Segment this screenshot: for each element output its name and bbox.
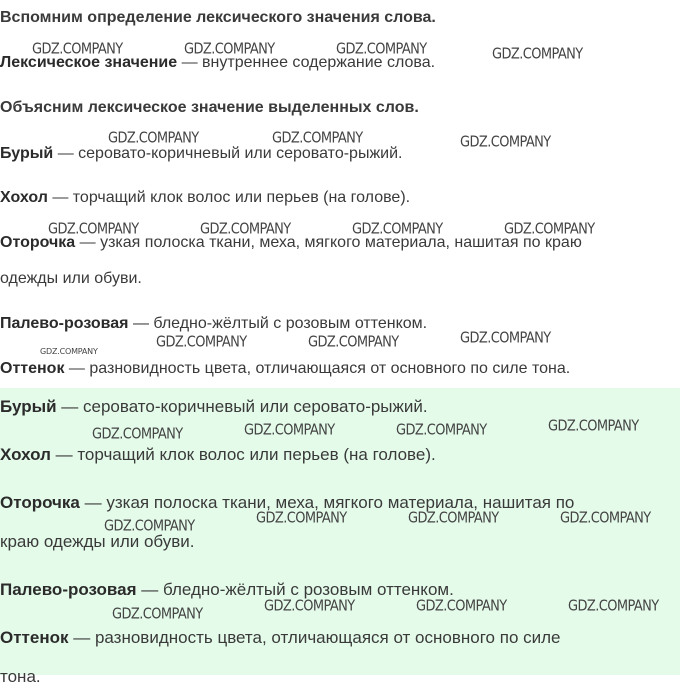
- panel-item: [0, 445, 436, 465]
- panel-item: [0, 580, 454, 600]
- watermark: GDZ.COMPANY: [184, 40, 275, 59]
- watermark: GDZ.COMPANY: [336, 40, 427, 59]
- definition-term: Лексическое значение: [0, 54, 178, 71]
- item-term: Оттенок: [0, 360, 65, 377]
- watermark: GDZ.COMPANY: [352, 220, 443, 239]
- item-term: Хохол: [0, 445, 51, 464]
- item-text: — разновидность цвета, отличающаяся от основного по силе тона.: [64, 360, 571, 377]
- watermark: GDZ.COMPANY: [256, 509, 347, 528]
- watermark: GDZ.COMPANY: [408, 509, 499, 528]
- watermark: GDZ.COMPANY: [32, 40, 123, 59]
- item-term: Оторочка: [0, 234, 76, 251]
- watermark: GDZ.COMPANY: [112, 605, 203, 624]
- panel-item-continuation: тона.: [0, 667, 41, 686]
- item-text: — торчащий клок волос или перьев (на голове).: [47, 189, 411, 206]
- watermark: GDZ.COMPANY: [104, 517, 195, 536]
- watermark: GDZ.COMPANY: [156, 333, 247, 352]
- watermark: GDZ.COMPANY: [308, 333, 399, 352]
- watermark: GDZ.COMPANY: [108, 129, 199, 148]
- watermark: GDZ.COMPANY: [40, 347, 98, 356]
- top-item-continuation: одежды или обуви.: [0, 270, 142, 287]
- panel-item-continuation: краю одежды или обуви.: [0, 532, 195, 551]
- item-term: Бурый: [0, 145, 54, 162]
- panel-item: [0, 628, 561, 648]
- top-item: [0, 359, 570, 379]
- item-text: — узкая полоска ткани, меха, мягкого материала, нашитая по краю: [75, 234, 582, 251]
- watermark: GDZ.COMPANY: [568, 597, 659, 616]
- item-term: Оторочка: [0, 493, 80, 512]
- watermark: GDZ.COMPANY: [460, 133, 551, 152]
- watermark: GDZ.COMPANY: [200, 220, 291, 239]
- item-text: — бледно-жёлтый с розовым оттенком.: [136, 580, 454, 599]
- intro-heading: Вспомним определение лексического значения слова.: [0, 9, 436, 26]
- task-heading: Объясним лексическое значение выделенных слов.: [0, 99, 419, 116]
- item-text: — серовато-коричневый или серовато-рыжий.: [53, 145, 403, 162]
- item-text: — серовато-коричневый или серовато-рыжий.: [56, 397, 428, 416]
- watermark: GDZ.COMPANY: [416, 597, 507, 616]
- item-text: — бледно-жёлтый с розовым оттенком.: [128, 315, 428, 332]
- item-term: Хохол: [0, 189, 48, 206]
- watermark: GDZ.COMPANY: [244, 421, 335, 440]
- top-item: [0, 314, 427, 334]
- watermark: GDZ.COMPANY: [48, 220, 139, 239]
- watermark: GDZ.COMPANY: [460, 329, 551, 348]
- panel-item: [0, 397, 428, 417]
- watermark: GDZ.COMPANY: [548, 417, 639, 436]
- watermark: GDZ.COMPANY: [560, 509, 651, 528]
- definition-text: — внутреннее содержание слова.: [177, 54, 436, 71]
- item-term: Оттенок: [0, 628, 69, 647]
- top-item: [0, 188, 410, 208]
- watermark: GDZ.COMPANY: [492, 45, 583, 64]
- item-term: Палево-розовая: [0, 315, 129, 332]
- item-term: Палево-розовая: [0, 580, 137, 599]
- watermark: GDZ.COMPANY: [272, 129, 363, 148]
- item-text: — разновидность цвета, отличающаяся от основного по силе: [68, 628, 561, 647]
- watermark: GDZ.COMPANY: [504, 220, 595, 239]
- watermark: GDZ.COMPANY: [396, 421, 487, 440]
- watermark: GDZ.COMPANY: [264, 597, 355, 616]
- watermark: GDZ.COMPANY: [92, 425, 183, 444]
- item-text: — торчащий клок волос или перьев (на голове).: [50, 445, 436, 464]
- item-term: Бурый: [0, 397, 57, 416]
- item-text: — узкая полоска ткани, меха, мягкого материала, нашитая по: [79, 493, 575, 512]
